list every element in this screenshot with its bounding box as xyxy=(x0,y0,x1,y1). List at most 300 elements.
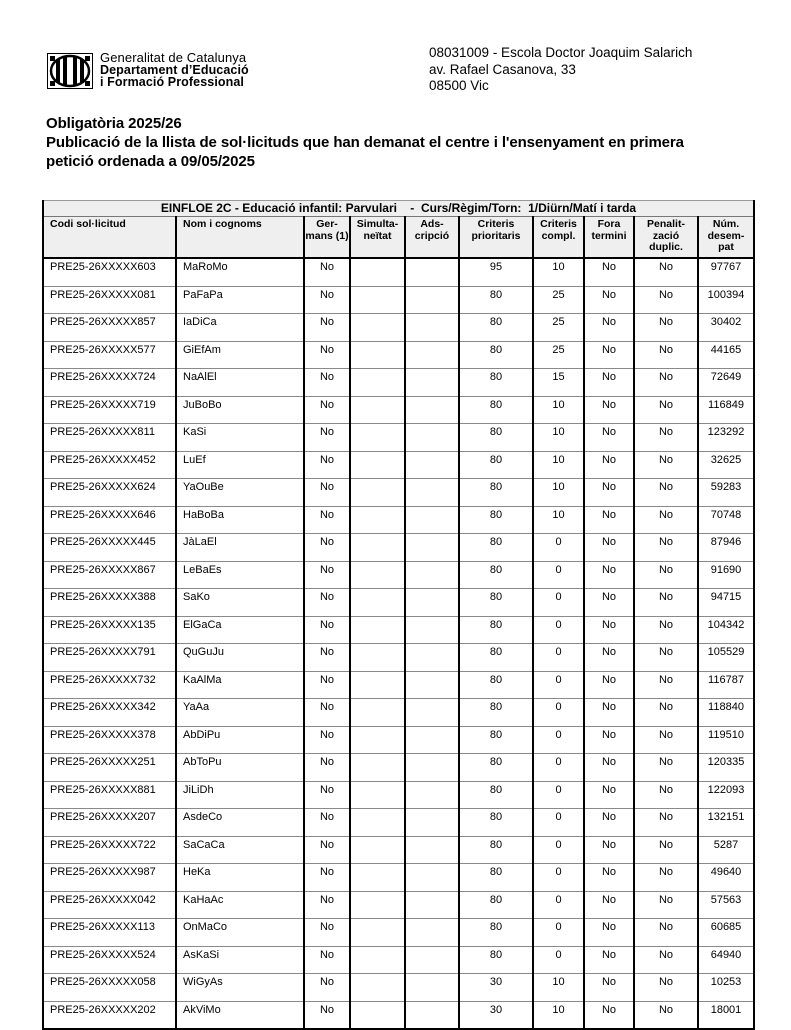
school-name: 08031009 - Escola Doctor Joaquim Salarich xyxy=(429,45,693,60)
table-row xyxy=(43,1001,754,1029)
col-desempat: Núm. desem- pat xyxy=(698,217,754,259)
cell-nom: SaKo xyxy=(176,589,304,617)
cell-nom: ElGaCa xyxy=(176,616,304,644)
table-row xyxy=(43,286,754,314)
cell-codi: PRE25-26XXXXX857 xyxy=(43,314,176,342)
cell-codi: PRE25-26XXXXX378 xyxy=(43,726,176,754)
cell-desempat: 30402 xyxy=(698,314,754,342)
table-row xyxy=(43,754,754,782)
organization-name xyxy=(100,52,249,88)
cell-fora: No xyxy=(584,974,634,1002)
cell-compl: 25 xyxy=(533,341,584,369)
table-row xyxy=(43,258,754,286)
cell-adscripcio xyxy=(405,286,459,314)
cell-adscripcio xyxy=(405,616,459,644)
cell-prioritaris: 80 xyxy=(459,424,533,452)
cell-adscripcio xyxy=(405,671,459,699)
cell-nom: NaAlEl xyxy=(176,369,304,397)
cell-simultaneitat xyxy=(350,286,405,314)
cell-fora: No xyxy=(584,314,634,342)
cell-desempat: 59283 xyxy=(698,479,754,507)
cell-desempat: 64940 xyxy=(698,946,754,974)
cell-prioritaris: 80 xyxy=(459,891,533,919)
cell-adscripcio xyxy=(405,781,459,809)
org-line-2: Departament d’Educació xyxy=(100,63,249,77)
table-row xyxy=(43,396,754,424)
cell-simultaneitat xyxy=(350,699,405,727)
table-row xyxy=(43,506,754,534)
cell-penalitzacio: No xyxy=(634,919,698,947)
cell-germans: No xyxy=(304,369,350,397)
cell-fora: No xyxy=(584,616,634,644)
cell-compl: 10 xyxy=(533,396,584,424)
cell-codi: PRE25-26XXXXX251 xyxy=(43,754,176,782)
cell-penalitzacio: No xyxy=(634,781,698,809)
cell-simultaneitat xyxy=(350,589,405,617)
cell-compl: 10 xyxy=(533,1001,584,1029)
cell-desempat: 119510 xyxy=(698,726,754,754)
org-line-1: Generalitat de Catalunya xyxy=(100,50,247,65)
cell-nom: PaFaPa xyxy=(176,286,304,314)
cell-simultaneitat xyxy=(350,369,405,397)
cell-prioritaris: 80 xyxy=(459,561,533,589)
cell-germans: No xyxy=(304,396,350,424)
cell-compl: 0 xyxy=(533,561,584,589)
cell-adscripcio xyxy=(405,258,459,286)
cell-penalitzacio: No xyxy=(634,341,698,369)
cell-germans: No xyxy=(304,479,350,507)
cell-penalitzacio: No xyxy=(634,314,698,342)
cell-prioritaris: 80 xyxy=(459,314,533,342)
cell-adscripcio xyxy=(405,1001,459,1029)
cell-nom: AsKaSi xyxy=(176,946,304,974)
cell-simultaneitat xyxy=(350,919,405,947)
cell-germans: No xyxy=(304,864,350,892)
cell-prioritaris: 80 xyxy=(459,451,533,479)
cell-fora: No xyxy=(584,258,634,286)
cell-penalitzacio: No xyxy=(634,589,698,617)
cell-codi: PRE25-26XXXXX042 xyxy=(43,891,176,919)
cell-codi: PRE25-26XXXXX388 xyxy=(43,589,176,617)
generalitat-logo-icon xyxy=(47,53,93,89)
cell-compl: 10 xyxy=(533,974,584,1002)
cell-desempat: 123292 xyxy=(698,424,754,452)
school-city: 08500 Vic xyxy=(429,78,489,93)
cell-prioritaris: 80 xyxy=(459,781,533,809)
cell-simultaneitat xyxy=(350,864,405,892)
cell-compl: 25 xyxy=(533,314,584,342)
table-row xyxy=(43,341,754,369)
cell-germans: No xyxy=(304,286,350,314)
cell-codi: PRE25-26XXXXX058 xyxy=(43,974,176,1002)
cell-codi: PRE25-26XXXXX445 xyxy=(43,534,176,562)
cell-desempat: 116849 xyxy=(698,396,754,424)
cell-compl: 0 xyxy=(533,589,584,617)
cell-desempat: 100394 xyxy=(698,286,754,314)
cell-fora: No xyxy=(584,836,634,864)
column-headers xyxy=(43,217,754,259)
title-date: petició ordenada a 09/05/2025 xyxy=(46,153,255,170)
table-row xyxy=(43,699,754,727)
cell-prioritaris: 80 xyxy=(459,699,533,727)
table-row xyxy=(43,369,754,397)
cell-codi: PRE25-26XXXXX603 xyxy=(43,258,176,286)
cell-penalitzacio: No xyxy=(634,699,698,727)
cell-codi: PRE25-26XXXXX524 xyxy=(43,946,176,974)
cell-germans: No xyxy=(304,946,350,974)
cell-compl: 15 xyxy=(533,369,584,397)
cell-desempat: 32625 xyxy=(698,451,754,479)
title-year: Obligatòria 2025/26 xyxy=(46,115,182,132)
cell-penalitzacio: No xyxy=(634,1001,698,1029)
cell-penalitzacio: No xyxy=(634,534,698,562)
col-germans: Ger- mans (1) xyxy=(304,217,350,259)
school-street: av. Rafael Casanova, 33 xyxy=(429,61,576,77)
cell-nom: LeBaEs xyxy=(176,561,304,589)
cell-compl: 0 xyxy=(533,836,584,864)
cell-penalitzacio: No xyxy=(634,506,698,534)
cell-germans: No xyxy=(304,754,350,782)
cell-desempat: 60685 xyxy=(698,919,754,947)
cell-adscripcio xyxy=(405,561,459,589)
cell-fora: No xyxy=(584,781,634,809)
cell-nom: AbDiPu xyxy=(176,726,304,754)
cell-simultaneitat xyxy=(350,506,405,534)
cell-adscripcio xyxy=(405,946,459,974)
cell-compl: 0 xyxy=(533,616,584,644)
cell-compl: 0 xyxy=(533,754,584,782)
cell-codi: PRE25-26XXXXX081 xyxy=(43,286,176,314)
cell-codi: PRE25-26XXXXX135 xyxy=(43,616,176,644)
cell-fora: No xyxy=(584,671,634,699)
table-row xyxy=(43,479,754,507)
cell-simultaneitat xyxy=(350,726,405,754)
cell-prioritaris: 80 xyxy=(459,396,533,424)
cell-penalitzacio: No xyxy=(634,644,698,672)
cell-germans: No xyxy=(304,891,350,919)
cell-codi: PRE25-26XXXXX646 xyxy=(43,506,176,534)
cell-prioritaris: 80 xyxy=(459,946,533,974)
table-row xyxy=(43,451,754,479)
cell-nom: QuGuJu xyxy=(176,644,304,672)
cell-penalitzacio: No xyxy=(634,479,698,507)
col-compl: Criteris compl. xyxy=(533,217,584,259)
cell-adscripcio xyxy=(405,396,459,424)
cell-prioritaris: 80 xyxy=(459,754,533,782)
cell-codi: PRE25-26XXXXX811 xyxy=(43,424,176,452)
cell-prioritaris: 30 xyxy=(459,1001,533,1029)
cell-germans: No xyxy=(304,451,350,479)
cell-nom: AkViMo xyxy=(176,1001,304,1029)
cell-compl: 0 xyxy=(533,534,584,562)
cell-adscripcio xyxy=(405,864,459,892)
cell-prioritaris: 80 xyxy=(459,726,533,754)
cell-simultaneitat xyxy=(350,1001,405,1029)
cell-adscripcio xyxy=(405,341,459,369)
school-address xyxy=(429,45,692,95)
cell-adscripcio xyxy=(405,479,459,507)
cell-nom: JàLaEl xyxy=(176,534,304,562)
cell-simultaneitat xyxy=(350,341,405,369)
cell-compl: 10 xyxy=(533,424,584,452)
table-title: EINFLOE 2C - Educació infantil: Parvulari - Curs/Règim/Torn: 1/Diürn/Matí i tarda xyxy=(43,201,754,217)
cell-simultaneitat xyxy=(350,946,405,974)
cell-prioritaris: 80 xyxy=(459,506,533,534)
cell-desempat: 104342 xyxy=(698,616,754,644)
cell-germans: No xyxy=(304,781,350,809)
cell-germans: No xyxy=(304,836,350,864)
cell-desempat: 97767 xyxy=(698,258,754,286)
table-row xyxy=(43,671,754,699)
cell-desempat: 70748 xyxy=(698,506,754,534)
cell-desempat: 18001 xyxy=(698,1001,754,1029)
cell-codi: PRE25-26XXXXX791 xyxy=(43,644,176,672)
cell-simultaneitat xyxy=(350,424,405,452)
cell-compl: 0 xyxy=(533,809,584,837)
cell-fora: No xyxy=(584,561,634,589)
cell-adscripcio xyxy=(405,836,459,864)
cell-fora: No xyxy=(584,534,634,562)
cell-germans: No xyxy=(304,1001,350,1029)
cell-simultaneitat xyxy=(350,616,405,644)
cell-prioritaris: 30 xyxy=(459,974,533,1002)
cell-germans: No xyxy=(304,726,350,754)
cell-adscripcio xyxy=(405,754,459,782)
cell-nom: KaAlMa xyxy=(176,671,304,699)
cell-penalitzacio: No xyxy=(634,396,698,424)
cell-nom: AbToPu xyxy=(176,754,304,782)
cell-penalitzacio: No xyxy=(634,836,698,864)
cell-nom: KaHaAc xyxy=(176,891,304,919)
cell-codi: PRE25-26XXXXX342 xyxy=(43,699,176,727)
cell-penalitzacio: No xyxy=(634,424,698,452)
document-title xyxy=(46,114,766,171)
cell-adscripcio xyxy=(405,974,459,1002)
cell-penalitzacio: No xyxy=(634,726,698,754)
cell-desempat: 122093 xyxy=(698,781,754,809)
cell-nom: IaDiCa xyxy=(176,314,304,342)
cell-fora: No xyxy=(584,369,634,397)
cell-germans: No xyxy=(304,341,350,369)
cell-nom: JiLiDh xyxy=(176,781,304,809)
cell-compl: 0 xyxy=(533,919,584,947)
cell-prioritaris: 80 xyxy=(459,589,533,617)
cell-desempat: 116787 xyxy=(698,671,754,699)
cell-compl: 0 xyxy=(533,726,584,754)
cell-penalitzacio: No xyxy=(634,809,698,837)
cell-codi: PRE25-26XXXXX719 xyxy=(43,396,176,424)
col-nom: Nom i cognoms xyxy=(176,217,304,259)
cell-compl: 0 xyxy=(533,946,584,974)
cell-fora: No xyxy=(584,589,634,617)
cell-germans: No xyxy=(304,258,350,286)
col-adscripcio: Ads- cripció xyxy=(405,217,459,259)
cell-prioritaris: 95 xyxy=(459,258,533,286)
cell-simultaneitat xyxy=(350,451,405,479)
cell-penalitzacio: No xyxy=(634,369,698,397)
cell-germans: No xyxy=(304,919,350,947)
cell-simultaneitat xyxy=(350,754,405,782)
cell-adscripcio xyxy=(405,919,459,947)
cell-desempat: 120335 xyxy=(698,754,754,782)
cell-codi: PRE25-26XXXXX732 xyxy=(43,671,176,699)
cell-nom: GiEfAm xyxy=(176,341,304,369)
cell-desempat: 94715 xyxy=(698,589,754,617)
table-row xyxy=(43,534,754,562)
cell-germans: No xyxy=(304,809,350,837)
cell-simultaneitat xyxy=(350,258,405,286)
cell-codi: PRE25-26XXXXX881 xyxy=(43,781,176,809)
cell-adscripcio xyxy=(405,369,459,397)
cell-compl: 10 xyxy=(533,451,584,479)
cell-prioritaris: 80 xyxy=(459,341,533,369)
cell-compl: 10 xyxy=(533,479,584,507)
cell-compl: 0 xyxy=(533,864,584,892)
cell-nom: LuEf xyxy=(176,451,304,479)
cell-penalitzacio: No xyxy=(634,864,698,892)
cell-codi: PRE25-26XXXXX624 xyxy=(43,479,176,507)
cell-compl: 0 xyxy=(533,781,584,809)
cell-desempat: 5287 xyxy=(698,836,754,864)
cell-fora: No xyxy=(584,726,634,754)
cell-adscripcio xyxy=(405,506,459,534)
table-row xyxy=(43,726,754,754)
cell-fora: No xyxy=(584,644,634,672)
table-row xyxy=(43,589,754,617)
cell-nom: JuBoBo xyxy=(176,396,304,424)
cell-nom: HaBoBa xyxy=(176,506,304,534)
table-row xyxy=(43,561,754,589)
cell-compl: 25 xyxy=(533,286,584,314)
cell-adscripcio xyxy=(405,314,459,342)
cell-germans: No xyxy=(304,314,350,342)
cell-fora: No xyxy=(584,341,634,369)
cell-adscripcio xyxy=(405,451,459,479)
col-fora: Fora termini xyxy=(584,217,634,259)
cell-fora: No xyxy=(584,699,634,727)
cell-nom: AsdeCo xyxy=(176,809,304,837)
cell-penalitzacio: No xyxy=(634,286,698,314)
cell-adscripcio xyxy=(405,726,459,754)
applications-table xyxy=(42,200,755,1030)
cell-codi: PRE25-26XXXXX987 xyxy=(43,864,176,892)
cell-simultaneitat xyxy=(350,479,405,507)
cell-nom: OnMaCo xyxy=(176,919,304,947)
cell-simultaneitat xyxy=(350,809,405,837)
cell-germans: No xyxy=(304,644,350,672)
cell-germans: No xyxy=(304,616,350,644)
cell-compl: 0 xyxy=(533,891,584,919)
cell-fora: No xyxy=(584,919,634,947)
cell-fora: No xyxy=(584,809,634,837)
cell-nom: SaCaCa xyxy=(176,836,304,864)
cell-compl: 10 xyxy=(533,258,584,286)
cell-simultaneitat xyxy=(350,534,405,562)
cell-germans: No xyxy=(304,671,350,699)
col-penalitzacio: Penalit- zació duplic. xyxy=(634,217,698,259)
cell-simultaneitat xyxy=(350,836,405,864)
cell-simultaneitat xyxy=(350,781,405,809)
cell-compl: 0 xyxy=(533,671,584,699)
cell-fora: No xyxy=(584,451,634,479)
cell-adscripcio xyxy=(405,534,459,562)
col-simultaneitat: Simulta- neïtat xyxy=(350,217,405,259)
cell-desempat: 49640 xyxy=(698,864,754,892)
table-row xyxy=(43,644,754,672)
cell-nom: WiGyAs xyxy=(176,974,304,1002)
cell-fora: No xyxy=(584,286,634,314)
cell-germans: No xyxy=(304,506,350,534)
table-row xyxy=(43,809,754,837)
cell-desempat: 118840 xyxy=(698,699,754,727)
cell-germans: No xyxy=(304,534,350,562)
cell-simultaneitat xyxy=(350,891,405,919)
cell-germans: No xyxy=(304,424,350,452)
col-prioritaris: Criteris prioritaris xyxy=(459,217,533,259)
cell-penalitzacio: No xyxy=(634,671,698,699)
cell-germans: No xyxy=(304,699,350,727)
org-line-3: i Formació Professional xyxy=(100,75,245,89)
cell-nom: MaRoMo xyxy=(176,258,304,286)
cell-desempat: 10253 xyxy=(698,974,754,1002)
cell-nom: YaOuBe xyxy=(176,479,304,507)
cell-fora: No xyxy=(584,754,634,782)
cell-penalitzacio: No xyxy=(634,946,698,974)
cell-desempat: 72649 xyxy=(698,369,754,397)
cell-penalitzacio: No xyxy=(634,754,698,782)
cell-germans: No xyxy=(304,561,350,589)
cell-penalitzacio: No xyxy=(634,258,698,286)
cell-codi: PRE25-26XXXXX867 xyxy=(43,561,176,589)
cell-fora: No xyxy=(584,506,634,534)
cell-prioritaris: 80 xyxy=(459,836,533,864)
cell-prioritaris: 80 xyxy=(459,286,533,314)
col-codi: Codi sol·licitud xyxy=(43,217,176,259)
cell-compl: 0 xyxy=(533,644,584,672)
cell-desempat: 91690 xyxy=(698,561,754,589)
cell-nom: YaAa xyxy=(176,699,304,727)
cell-codi: PRE25-26XXXXX724 xyxy=(43,369,176,397)
cell-codi: PRE25-26XXXXX722 xyxy=(43,836,176,864)
cell-prioritaris: 80 xyxy=(459,369,533,397)
cell-adscripcio xyxy=(405,424,459,452)
cell-codi: PRE25-26XXXXX113 xyxy=(43,919,176,947)
cell-fora: No xyxy=(584,424,634,452)
cell-germans: No xyxy=(304,589,350,617)
cell-desempat: 44165 xyxy=(698,341,754,369)
cell-prioritaris: 80 xyxy=(459,534,533,562)
cell-nom: HeKa xyxy=(176,864,304,892)
cell-desempat: 57563 xyxy=(698,891,754,919)
cell-simultaneitat xyxy=(350,396,405,424)
cell-penalitzacio: No xyxy=(634,451,698,479)
cell-penalitzacio: No xyxy=(634,616,698,644)
table-row xyxy=(43,616,754,644)
cell-fora: No xyxy=(584,479,634,507)
cell-adscripcio xyxy=(405,644,459,672)
cell-adscripcio xyxy=(405,589,459,617)
cell-codi: PRE25-26XXXXX452 xyxy=(43,451,176,479)
cell-germans: No xyxy=(304,974,350,1002)
cell-codi: PRE25-26XXXXX202 xyxy=(43,1001,176,1029)
cell-simultaneitat xyxy=(350,561,405,589)
title-description: Publicació de la llista de sol·licituds que han demanat el centre i l'ensenyament en primera xyxy=(46,134,684,151)
cell-penalitzacio: No xyxy=(634,974,698,1002)
cell-prioritaris: 80 xyxy=(459,919,533,947)
cell-prioritaris: 80 xyxy=(459,616,533,644)
table-row xyxy=(43,864,754,892)
table-row xyxy=(43,314,754,342)
